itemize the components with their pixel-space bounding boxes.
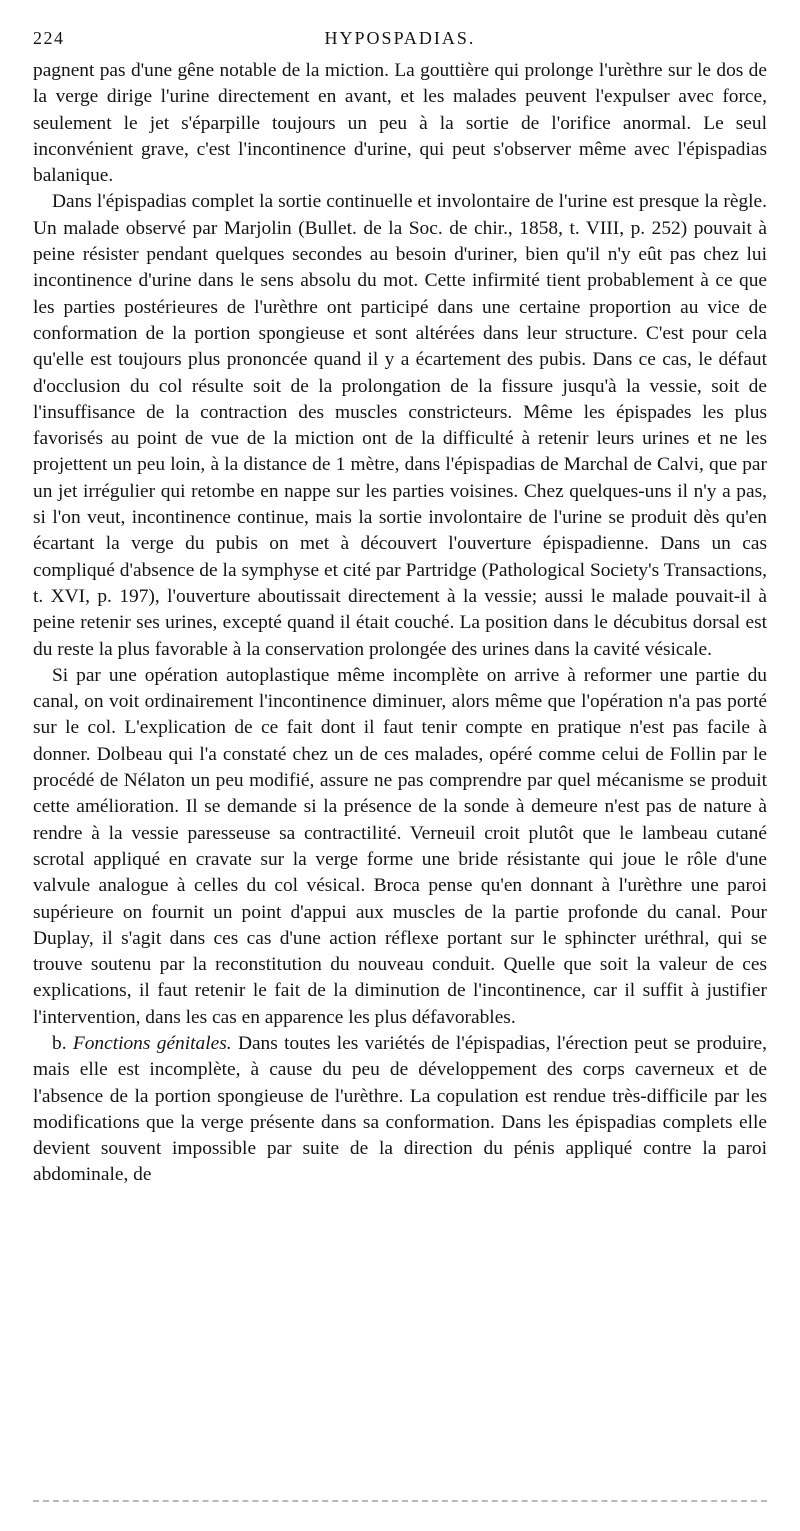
body-text [33,58,767,1189]
paragraph-continuation: pagnent pas d'une gêne notable de la miction. La gouttière qui prolonge l'urèthre sur le dos de la verge dirige l'urine directement en avant, et les malades peuvent l'expulser avec force, seulement le jet s'éparpille toujours un peu à la sortie de l'orifice anormal. Le seul inconvénient grave, c'est l'incontinence d'urine, qui peut s'observer même avec l'épispadias balanique. [33,60,767,187]
paragraph-operation-autoplastique: Si par une opération autoplastique même incomplète on arrive à reformer une partie du canal, on voit ordinairement l'incontinence diminuer, alors même que l'opération n'a pas porté sur le col. L'explication de ce fait dont il faut tenir compte en pratique n'est pas facile à donner. Dolbeau qui l'a constaté chez un de ces malades, opéré comme celui de Follin par le procédé de Nélaton un peu modifié, assure ne pas comprendre par quel mécanisme se produit cette amélioration. Il se demande si la présence de la sonde à demeure n'est pas de nature à rendre à la vessie paresseuse sa contractilité. Verneuil croit plutôt que le lambeau cutané scrotal appliqué en cravate sur la verge forme une bride résistante qui joue le rôle d'une valvule analogue à celles du col vésical. Broca pense qu'en donnant à l'urèthre une paroi supérieure on fournit un point d'appui aux muscles de la partie profonde du canal. Pour Duplay, il s'agit dans ces cas d'une action réflexe portant sur le sphincter uréthral, qui se trouve soutenu par la reconstitution du nouveau conduit. Quelle que soit la valeur de ces explications, il faut retenir le fait de la diminution de l'incontinence, car il suffit à justifier l'intervention, dans les cas en apparence les plus défavorables. [33,664,767,1028]
book-page [33,28,767,1189]
section-title: Fonctions génitales. [72,1032,232,1054]
paragraph-epispadias-complet: Dans l'épispadias complet la sortie continuelle et involontaire de l'urine est presque la règle. Un malade observé par Marjolin (Bullet. de la Soc. de chir., 1858, t. VIII, p. 252) pouvait à peine résister pendant quelques secondes au besoin d'uriner, bien qu'il n'y eût pas chez lui incontinence d'urine dans le sens absolu du mot. Cette infirmité tient probablement à ce que les parties postérieures de l'urèthre ont participé dans une certaine proportion au vice de conformation de la portion spongieuse et sont altérées dans leur structure. C'est pour cela qu'elle est toujours plus prononcée quand il y a écartement des pubis. Dans ce cas, le défaut d'occlusion du col résulte soit de la prolongation de la fissure jusqu'à la vessie, soit de l'insuffisance de la contraction des muscles constricteurs. Même les épispades les plus favorisés au point de vue de la miction ont de la difficulté à retenir leurs urines et ne les projettent un peu loin, à la distance de 1 mètre, dans l'épispadias de Marchal de Calvi, que par un jet irrégulier qui retombe en nappe sur les parties voisines. Chez quelques-uns il n'y a pas, si l'on veut, incontinence continue, mais la sortie involontaire de l'urine se produit dès qu'en écartant la verge du pubis on met à découvert l'ouverture épispadienne. Dans un cas compliqué d'absence de la symphyse et cité par Partridge (Pathological Society's Transactions, t. XVI, p. 197), l'ouverture aboutissait directement à la vessie; aussi le malade pouvait-il à peine retenir ses urines, excepté quand il était couché. La position dans le décubitus dorsal est du reste la plus favorable à la conservation prolongée des urines dans la cavité vésicale. [33,191,767,660]
section-text: Dans toutes les variétés de l'épispadias, l'érection peut se produire, mais elle est incomplète, à cause du peu de développement des corps caverneux et de l'absence de la portion spongieuse de l'urèthre. La copulation est rendue très-difficile par les modifications que la verge présente dans sa conformation. Dans les épispadias complets elle devient souvent impossible par suite de la direction du pénis appliqué contre la paroi abdominale, de [33,1032,767,1186]
paragraph-fonctions-genitales [33,1031,767,1189]
page-number: 224 [33,28,65,48]
running-title: HYPOSPADIAS. [324,28,476,48]
section-label: b. [52,1032,67,1054]
running-head [33,28,767,58]
footer-rule [33,1500,767,1502]
